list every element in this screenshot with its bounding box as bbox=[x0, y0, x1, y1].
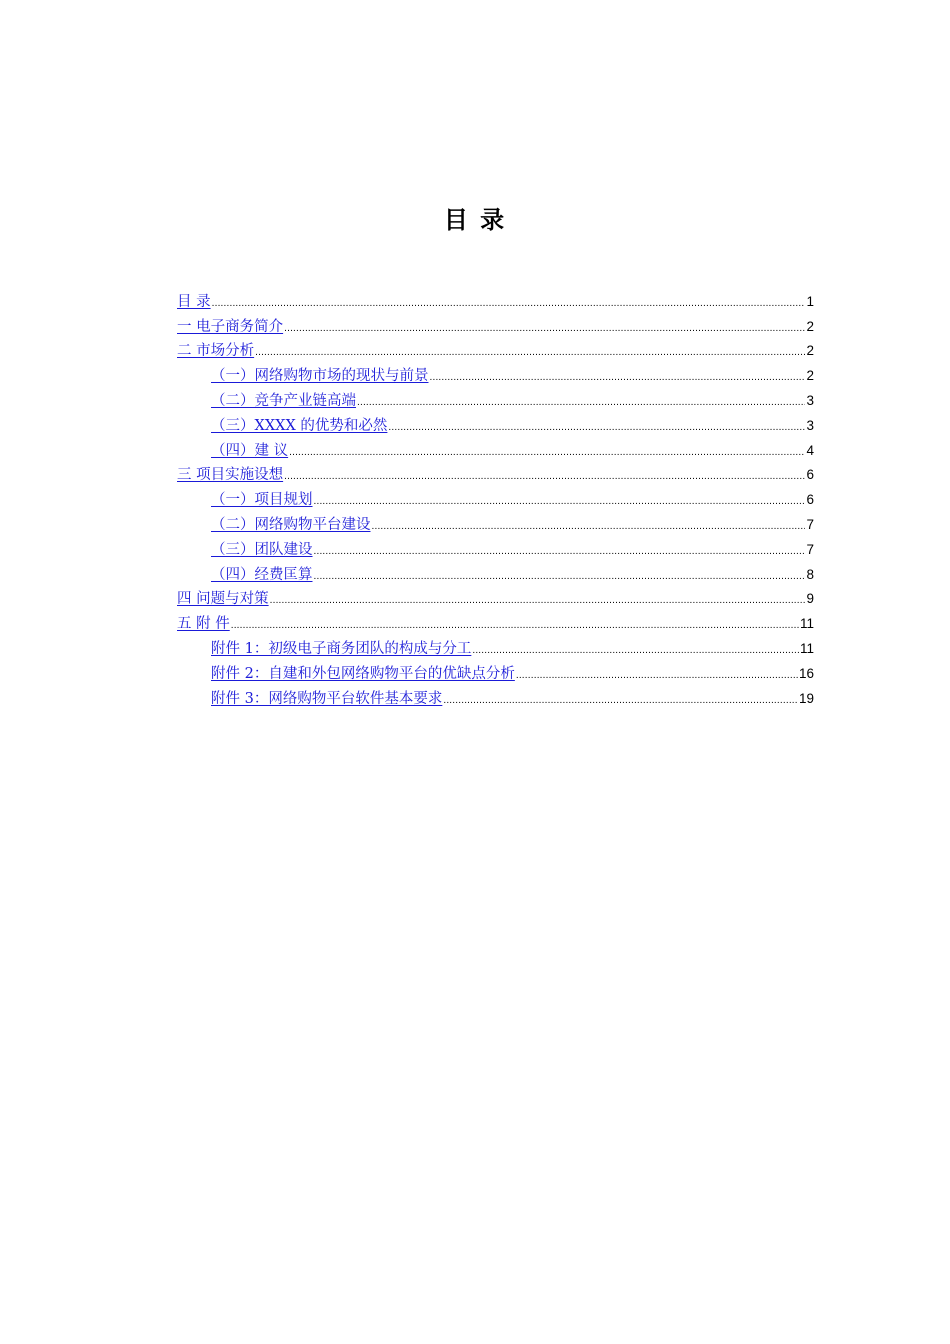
toc-page-number: 2 bbox=[806, 343, 814, 359]
toc-link[interactable]: 目 录 bbox=[177, 293, 211, 310]
toc-page-number: 9 bbox=[806, 591, 814, 607]
toc-link[interactable]: （二）竞争产业链高端 bbox=[211, 392, 356, 409]
dot-leader bbox=[284, 317, 805, 337]
dot-leader bbox=[472, 639, 799, 659]
toc-entry[interactable] bbox=[177, 461, 814, 486]
toc-entry[interactable] bbox=[177, 560, 814, 585]
toc-link[interactable]: 附件 1：初级电子商务团队的构成与分工 bbox=[211, 640, 472, 657]
toc-link[interactable]: 三 项目实施设想 bbox=[177, 467, 284, 484]
toc-entry[interactable] bbox=[177, 609, 814, 634]
toc-entry[interactable] bbox=[177, 312, 814, 337]
toc-entry[interactable] bbox=[177, 361, 814, 386]
dot-leader bbox=[231, 614, 799, 634]
dot-leader bbox=[357, 391, 805, 411]
toc-page-number: 6 bbox=[806, 467, 814, 483]
dot-leader bbox=[516, 664, 798, 684]
toc-entry[interactable] bbox=[177, 386, 814, 411]
dot-leader bbox=[284, 465, 805, 485]
toc-link[interactable]: （四）经费匡算 bbox=[211, 566, 313, 583]
toc-entry[interactable] bbox=[177, 287, 814, 312]
toc-page-number: 11 bbox=[799, 640, 814, 656]
toc-page-number: 7 bbox=[806, 516, 814, 532]
dot-leader bbox=[255, 341, 805, 361]
toc-entry[interactable] bbox=[177, 436, 814, 461]
dot-leader bbox=[289, 441, 805, 461]
toc-page-number: 2 bbox=[806, 368, 814, 384]
toc-link[interactable]: （四）建 议 bbox=[211, 442, 289, 459]
toc-entry[interactable] bbox=[177, 659, 814, 684]
toc-entry[interactable] bbox=[177, 535, 814, 560]
dot-leader bbox=[212, 292, 806, 312]
toc-page-number: 6 bbox=[806, 492, 814, 508]
dot-leader bbox=[314, 540, 806, 560]
toc-page-number: 2 bbox=[806, 318, 814, 334]
toc-link[interactable]: 附件 3：网络购物平台软件基本要求 bbox=[211, 690, 443, 707]
page-title: 目 录 bbox=[443, 206, 507, 234]
dot-leader bbox=[372, 515, 806, 535]
toc-entry[interactable] bbox=[177, 585, 814, 610]
toc-page-number: 16 bbox=[798, 665, 814, 681]
toc-link[interactable]: （一）项目规划 bbox=[211, 492, 313, 509]
toc-entry[interactable] bbox=[177, 337, 814, 362]
toc-page-number: 19 bbox=[798, 690, 814, 706]
dot-leader bbox=[314, 490, 806, 510]
toc-link[interactable]: （三）团队建设 bbox=[211, 541, 313, 558]
toc-page-number: 4 bbox=[806, 442, 814, 458]
toc-link[interactable]: （一）网络购物市场的现状与前景 bbox=[211, 368, 429, 385]
dot-leader bbox=[443, 689, 798, 709]
toc-link[interactable]: 附件 2：自建和外包网络购物平台的优缺点分析 bbox=[211, 665, 515, 682]
dot-leader bbox=[270, 589, 806, 609]
toc-page-number: 3 bbox=[806, 392, 814, 408]
toc-page-number: 3 bbox=[806, 417, 814, 433]
toc-page-number: 11 bbox=[799, 616, 814, 632]
dot-leader bbox=[388, 416, 805, 436]
toc-page-number: 1 bbox=[806, 293, 814, 309]
toc-entry[interactable] bbox=[177, 684, 814, 709]
toc-entry[interactable] bbox=[177, 634, 814, 659]
toc-entry[interactable] bbox=[177, 510, 814, 535]
toc-page-number: 7 bbox=[806, 541, 814, 557]
dot-leader bbox=[430, 366, 806, 386]
toc-link[interactable]: 五 附 件 bbox=[177, 616, 230, 633]
table-of-contents bbox=[177, 287, 814, 709]
toc-entry[interactable] bbox=[177, 485, 814, 510]
toc-entry[interactable] bbox=[177, 411, 814, 436]
dot-leader bbox=[314, 565, 806, 585]
toc-link[interactable]: 二 市场分析 bbox=[177, 343, 255, 360]
toc-page-number: 8 bbox=[806, 566, 814, 582]
toc-link[interactable]: 四 问题与对策 bbox=[177, 591, 269, 608]
toc-link[interactable]: 一 电子商务简介 bbox=[177, 318, 284, 335]
toc-link[interactable]: （二）网络购物平台建设 bbox=[211, 516, 371, 533]
toc-link[interactable]: （三）XXXX 的优势和必然 bbox=[211, 417, 388, 434]
